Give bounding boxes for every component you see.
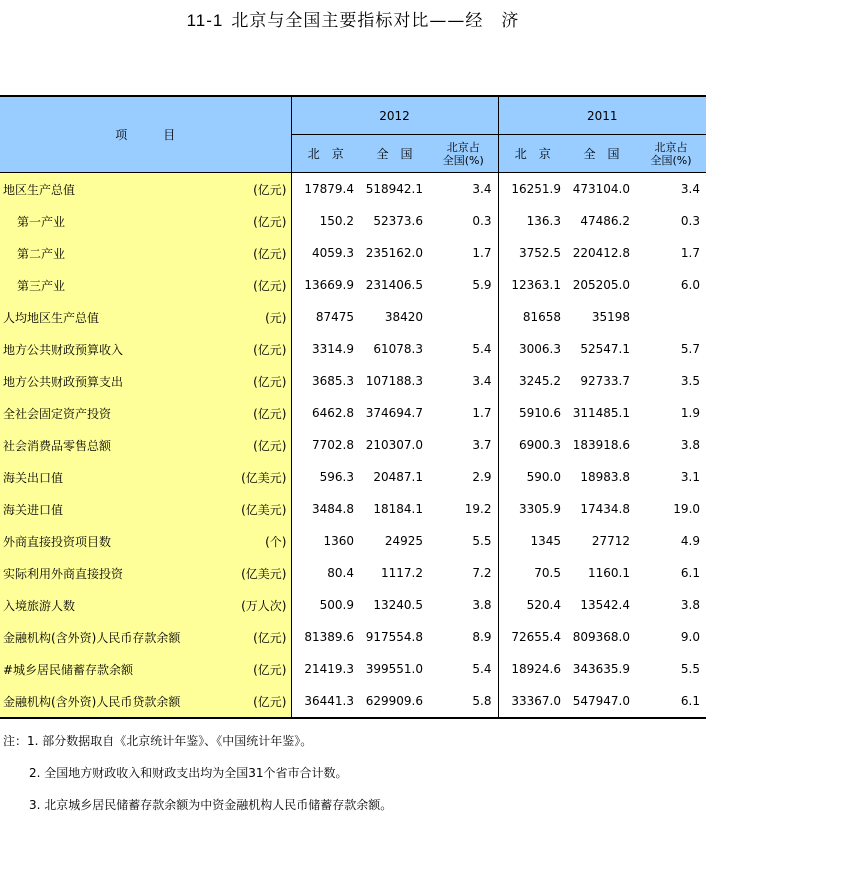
value-cell: 547947.0 — [567, 685, 636, 718]
row-unit: (亿美元) — [241, 470, 287, 485]
value-cell: 3484.8 — [312, 502, 354, 516]
value-cell: 80.4 — [327, 566, 354, 580]
row-label: 第一产业 — [17, 214, 66, 229]
value-cell: 72655.4 — [498, 621, 567, 653]
value-cell: 8.9 — [472, 630, 492, 644]
notes — [3, 733, 392, 829]
value-cell: 6.1 — [680, 566, 701, 580]
value-cell: 5.4 — [472, 662, 492, 676]
note-item: 3. 北京城乡居民储蓄存款余额为中资金融机构人民币储蓄存款余额。 — [29, 798, 393, 812]
value-cell: 7.2 — [472, 566, 492, 580]
value-cell: 19.2 — [464, 502, 492, 516]
value-cell: 3.1 — [680, 470, 701, 484]
row-label-cell — [0, 589, 291, 621]
subheader-beijing: 北 京 — [291, 135, 360, 173]
value-cell: 1.7 — [472, 246, 492, 260]
value-cell: 1.7 — [680, 246, 701, 260]
value-cell: 17879.4 — [304, 182, 354, 196]
row-label-cell — [0, 333, 291, 365]
row-unit: (亿美元) — [241, 566, 287, 581]
value-cell: 3.8 — [680, 598, 701, 612]
value-cell — [636, 301, 706, 333]
value-cell: 520.4 — [498, 589, 567, 621]
subheader-beijing: 北 京 — [498, 135, 567, 173]
subheader-share: 北京占 全国(%) — [429, 135, 498, 173]
value-cell: 2.9 — [472, 470, 492, 484]
value-cell: 518942.1 — [365, 182, 423, 196]
row-label: 社会消费品零售总额 — [3, 438, 112, 453]
value-cell: 3.4 — [680, 182, 701, 196]
value-cell: 343635.9 — [572, 662, 630, 676]
table-row — [0, 653, 706, 685]
row-label-cell — [0, 685, 291, 718]
value-cell: 52373.6 — [373, 214, 423, 228]
value-cell: 136.3 — [498, 205, 567, 237]
comparison-table-container — [0, 95, 706, 719]
value-cell: 1.9 — [680, 406, 701, 420]
row-unit: (亿元) — [253, 278, 287, 293]
row-label-cell — [0, 429, 291, 461]
row-label-cell — [0, 301, 291, 333]
value-cell: 473104.0 — [572, 182, 630, 196]
value-cell: 5.4 — [472, 342, 492, 356]
value-cell: 24925 — [384, 534, 423, 548]
row-unit: (个) — [265, 534, 287, 549]
row-unit: (元) — [265, 310, 287, 325]
value-cell: 809368.0 — [572, 630, 630, 644]
row-label-cell — [0, 269, 291, 301]
row-unit: (亿元) — [253, 374, 287, 389]
value-cell: 20487.1 — [373, 470, 423, 484]
row-unit: (亿元) — [253, 214, 287, 229]
value-cell: 13240.5 — [373, 598, 423, 612]
subheader-national: 全 国 — [567, 135, 636, 173]
value-cell: 3752.5 — [498, 237, 567, 269]
value-cell: 311485.1 — [572, 406, 630, 420]
table-row — [0, 205, 706, 237]
value-cell: 107188.3 — [365, 374, 423, 388]
value-cell: 21419.3 — [304, 662, 354, 676]
value-cell: 3.4 — [472, 374, 492, 388]
row-label-cell — [0, 173, 291, 206]
value-cell: 1.7 — [472, 406, 492, 420]
row-label-cell — [0, 493, 291, 525]
value-cell: 3314.9 — [312, 342, 354, 356]
value-cell: 183918.6 — [572, 438, 630, 452]
row-label: 海关进口值 — [3, 502, 64, 517]
table-row — [0, 589, 706, 621]
row-unit: (亿元) — [253, 438, 287, 453]
table-code: 11-1 — [186, 11, 224, 30]
row-label: 海关出口值 — [3, 470, 64, 485]
value-cell: 5.9 — [472, 278, 492, 292]
value-cell: 38420 — [384, 310, 423, 324]
table-row — [0, 493, 706, 525]
value-cell: 3.8 — [680, 438, 701, 452]
value-cell: 61078.3 — [373, 342, 423, 356]
table-row — [0, 269, 706, 301]
row-unit: (亿美元) — [241, 502, 287, 517]
value-cell: 0.3 — [472, 214, 492, 228]
row-unit: (亿元) — [253, 662, 287, 677]
header-year-2011: 2011 — [498, 96, 706, 135]
value-cell: 1160.1 — [588, 566, 630, 580]
row-label: 第二产业 — [17, 246, 66, 261]
value-cell: 5.5 — [472, 534, 492, 548]
row-unit: (亿元) — [253, 694, 287, 709]
value-cell: 13669.9 — [304, 278, 354, 292]
value-cell: 6900.3 — [498, 429, 567, 461]
value-cell: 5.8 — [429, 685, 498, 718]
value-cell: 210307.0 — [365, 438, 423, 452]
table-row — [0, 365, 706, 397]
value-cell: 18184.1 — [373, 502, 423, 516]
table-body — [0, 173, 706, 719]
header-year-2012: 2012 — [291, 96, 498, 135]
value-cell: 13542.4 — [580, 598, 630, 612]
value-cell: 220412.8 — [572, 246, 630, 260]
note-item: 注：1. 部分数据取自《北京统计年鉴》、《中国统计年鉴》。 — [3, 734, 313, 748]
value-cell: 399551.0 — [365, 662, 423, 676]
comparison-table — [0, 95, 706, 719]
row-label: 地方公共财政预算支出 — [3, 374, 124, 389]
row-label-cell — [0, 365, 291, 397]
row-label-cell — [0, 525, 291, 557]
subheader-share: 北京占 全国(%) — [636, 135, 706, 173]
row-unit: (亿元) — [253, 630, 287, 645]
table-title: 北京与全国主要指标对比——经 济 — [231, 11, 520, 31]
value-cell: 231406.5 — [365, 278, 423, 292]
row-label-cell — [0, 237, 291, 269]
value-cell: 27712 — [591, 534, 630, 548]
row-label: 地区生产总值 — [3, 182, 76, 197]
row-label: 金融机构(含外资)人民币存款余额 — [3, 630, 181, 645]
table-row — [0, 301, 706, 333]
subheader-national: 全 国 — [360, 135, 429, 173]
value-cell: 92733.7 — [580, 374, 630, 388]
row-label-cell — [0, 205, 291, 237]
value-cell: 596.3 — [319, 470, 354, 484]
row-unit: (万人次) — [241, 598, 287, 613]
value-cell: 5910.6 — [498, 397, 567, 429]
value-cell: 0.3 — [680, 214, 701, 228]
row-label: 全社会固定资产投资 — [3, 406, 112, 421]
value-cell: 3.7 — [472, 438, 492, 452]
value-cell: 81658 — [498, 301, 567, 333]
value-cell: 4059.3 — [312, 246, 354, 260]
row-label: 实际利用外商直接投资 — [3, 566, 124, 581]
value-cell: 4.9 — [680, 534, 701, 548]
table-row — [0, 397, 706, 429]
value-cell: 3305.9 — [498, 493, 567, 525]
value-cell: 36441.3 — [291, 685, 360, 718]
value-cell: 590.0 — [498, 461, 567, 493]
value-cell: 9.0 — [680, 630, 701, 644]
value-cell: 6.1 — [636, 685, 706, 718]
value-cell: 150.2 — [319, 214, 354, 228]
value-cell: 6462.8 — [312, 406, 354, 420]
value-cell: 16251.9 — [498, 173, 567, 206]
value-cell: 33367.0 — [498, 685, 567, 718]
value-cell: 17434.8 — [580, 502, 630, 516]
value-cell: 1345 — [498, 525, 567, 557]
value-cell: 35198 — [591, 310, 630, 324]
table-row — [0, 621, 706, 653]
page-title — [0, 6, 706, 31]
header-item: 项 目 — [0, 96, 291, 173]
table-row — [0, 685, 706, 718]
value-cell: 3006.3 — [498, 333, 567, 365]
value-cell: 5.7 — [680, 342, 701, 356]
table-row — [0, 557, 706, 589]
value-cell: 6.0 — [680, 278, 701, 292]
row-label: 第三产业 — [17, 278, 66, 293]
value-cell: 18983.8 — [580, 470, 630, 484]
value-cell: 5.5 — [680, 662, 701, 676]
value-cell: 1117.2 — [381, 566, 423, 580]
table-row — [0, 429, 706, 461]
value-cell: 3.5 — [680, 374, 701, 388]
table-row — [0, 237, 706, 269]
value-cell: 3245.2 — [498, 365, 567, 397]
table-row — [0, 461, 706, 493]
table-row — [0, 525, 706, 557]
value-cell: 70.5 — [498, 557, 567, 589]
value-cell: 81389.6 — [304, 630, 354, 644]
row-label: 金融机构(含外资)人民币贷款余额 — [3, 694, 181, 709]
value-cell: 19.0 — [673, 502, 701, 516]
value-cell — [429, 301, 498, 333]
row-label-cell — [0, 557, 291, 589]
value-cell: 1360 — [323, 534, 354, 548]
value-cell: 47486.2 — [580, 214, 630, 228]
value-cell: 18924.6 — [498, 653, 567, 685]
table-row — [0, 173, 706, 206]
row-unit: (亿元) — [253, 342, 287, 357]
row-label: #城乡居民储蓄存款余额 — [3, 662, 134, 677]
value-cell: 374694.7 — [365, 406, 423, 420]
note-item: 2. 全国地方财政收入和财政支出均为全国31个省市合计数。 — [29, 766, 348, 780]
value-cell: 235162.0 — [365, 246, 423, 260]
row-label: 外商直接投资项目数 — [3, 534, 112, 549]
row-label-cell — [0, 653, 291, 685]
row-label: 人均地区生产总值 — [3, 310, 100, 325]
row-label-cell — [0, 621, 291, 653]
row-unit: (亿元) — [253, 182, 287, 197]
value-cell: 917554.8 — [365, 630, 423, 644]
row-unit: (亿元) — [253, 406, 287, 421]
value-cell: 205205.0 — [572, 278, 630, 292]
value-cell: 12363.1 — [498, 269, 567, 301]
value-cell: 52547.1 — [580, 342, 630, 356]
row-label-cell — [0, 397, 291, 429]
value-cell: 7702.8 — [312, 438, 354, 452]
table-row — [0, 333, 706, 365]
value-cell: 500.9 — [319, 598, 354, 612]
value-cell: 629909.6 — [360, 685, 429, 718]
row-unit: (亿元) — [253, 246, 287, 261]
row-label: 地方公共财政预算收入 — [3, 342, 124, 357]
value-cell: 3.8 — [472, 598, 492, 612]
value-cell: 87475 — [315, 310, 354, 324]
value-cell: 3685.3 — [312, 374, 354, 388]
row-label: 入境旅游人数 — [3, 598, 76, 613]
row-label-cell — [0, 461, 291, 493]
value-cell: 3.4 — [472, 182, 492, 196]
